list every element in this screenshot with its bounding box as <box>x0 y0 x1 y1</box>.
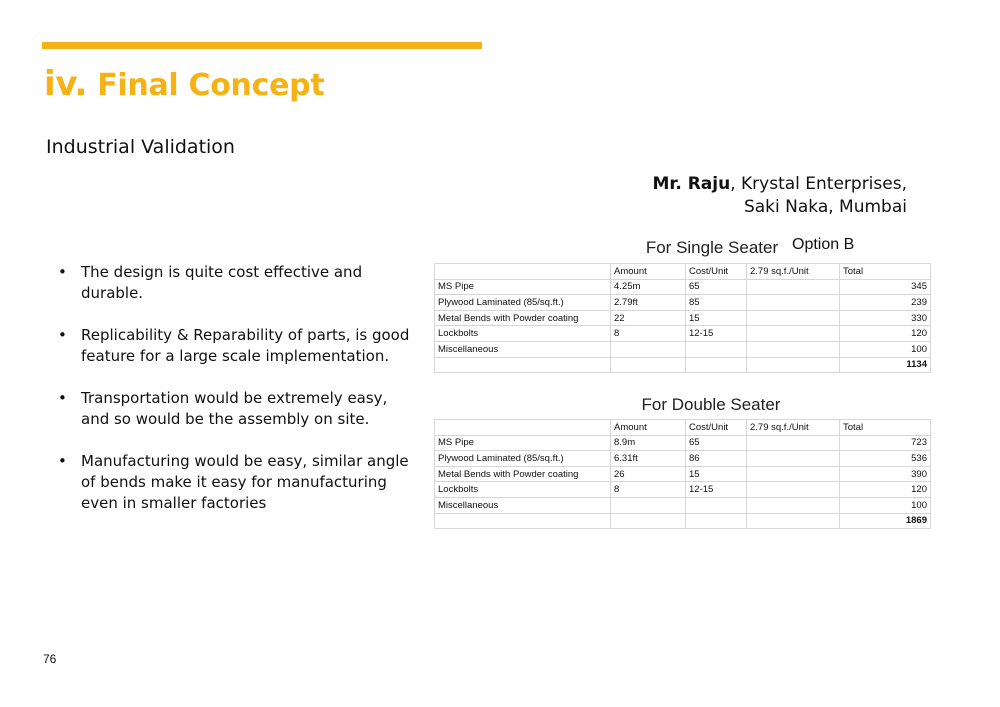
table-cell: 15 <box>686 310 747 326</box>
table-cell: 8.9m <box>611 435 686 451</box>
table-cell: 4.25m <box>611 279 686 295</box>
table-cell <box>747 310 840 326</box>
table-cell: 65 <box>686 279 747 295</box>
table-row <box>435 341 931 357</box>
table-cell <box>747 497 840 513</box>
bullet-item: • Transportation would be extremely easy, and so would be the assembly on site. <box>56 388 416 430</box>
table-row <box>435 279 931 295</box>
bullet-item: • Replicability & Reparability of parts, is good feature for a large scale implementation. <box>56 325 416 367</box>
table-cell: 86 <box>686 451 747 467</box>
bullet-list <box>56 262 416 535</box>
total-value: 1134 <box>840 357 931 373</box>
table-cell: 100 <box>840 497 931 513</box>
table-cell <box>747 513 840 529</box>
table-cell <box>747 435 840 451</box>
bullet-item: • Manufacturing would be easy, similar angle of bends make it easy for manufacturing even in smaller factories <box>56 451 416 514</box>
table-cell: 15 <box>686 466 747 482</box>
table-cell <box>747 357 840 373</box>
table-row <box>435 295 931 311</box>
double-seater-title: For Double Seater <box>641 395 781 414</box>
section-number: iv. <box>44 64 88 104</box>
table-row <box>435 466 931 482</box>
page-title <box>44 64 324 104</box>
header-cell <box>435 420 611 436</box>
table-cell <box>435 513 611 529</box>
table-cell: Metal Bends with Powder coating <box>435 466 611 482</box>
section-subtitle: Industrial Validation <box>46 136 235 158</box>
table-cell: 8 <box>611 482 686 498</box>
table-cell: Lockbolts <box>435 326 611 342</box>
credit-name: Mr. Raju <box>652 174 731 194</box>
table-cell: 390 <box>840 466 931 482</box>
single-seater-title: For Single Seater <box>645 238 779 257</box>
header-cell: Total <box>840 420 931 436</box>
table-cell: 85 <box>686 295 747 311</box>
table-row <box>435 482 931 498</box>
table-cell <box>747 326 840 342</box>
table-cell <box>747 482 840 498</box>
credit-company: , Krystal Enterprises, <box>730 174 907 194</box>
table-cell: 6.31ft <box>611 451 686 467</box>
header-cell <box>435 264 611 280</box>
header-cell: Total <box>840 264 931 280</box>
header-accent-rule <box>42 42 482 49</box>
table-cell: MS Pipe <box>435 279 611 295</box>
table-cell: Plywood Laminated (85/sq.ft.) <box>435 295 611 311</box>
title-text: Final Concept <box>97 68 325 103</box>
table-cell: Miscellaneous <box>435 497 611 513</box>
table-cell: 12-15 <box>686 326 747 342</box>
header-cell: Amount <box>611 264 686 280</box>
table-cell <box>747 279 840 295</box>
table-cell <box>435 357 611 373</box>
table-row <box>435 435 931 451</box>
table-cell: 8 <box>611 326 686 342</box>
total-row <box>435 513 931 529</box>
total-row <box>435 357 931 373</box>
header-cell: 2.79 sq.f./Unit <box>747 420 840 436</box>
table-cell <box>686 513 747 529</box>
table-cell: 12-15 <box>686 482 747 498</box>
table-cell: 239 <box>840 295 931 311</box>
table-cell <box>747 295 840 311</box>
table-cell: 2.79ft <box>611 295 686 311</box>
table-row <box>435 451 931 467</box>
table-cell: Metal Bends with Powder coating <box>435 310 611 326</box>
credit-location: Saki Naka, Mumbai <box>743 197 907 217</box>
table-cell <box>686 341 747 357</box>
page-number: 76 <box>43 652 57 666</box>
table-cell: Lockbolts <box>435 482 611 498</box>
table-cell <box>747 466 840 482</box>
table-cell: 120 <box>840 326 931 342</box>
table-cell: Plywood Laminated (85/sq.ft.) <box>435 451 611 467</box>
credit-line-1 <box>652 173 907 196</box>
header-cell: Amount <box>611 420 686 436</box>
table-cell: 26 <box>611 466 686 482</box>
table-cell: 100 <box>840 341 931 357</box>
table-cell <box>747 451 840 467</box>
table-header-row <box>435 420 931 436</box>
table-cell: 65 <box>686 435 747 451</box>
total-value: 1869 <box>840 513 931 529</box>
bullet-item: • The design is quite cost effective and durable. <box>56 262 416 304</box>
table-cell: 330 <box>840 310 931 326</box>
header-cell: 2.79 sq.f./Unit <box>747 264 840 280</box>
table-cell <box>686 357 747 373</box>
table-cell: 536 <box>840 451 931 467</box>
double-seater-cost-table <box>434 419 931 529</box>
table-cell <box>686 497 747 513</box>
table-cell: 345 <box>840 279 931 295</box>
header-cell: Cost/Unit <box>686 264 747 280</box>
table-row <box>435 326 931 342</box>
validation-credit <box>652 173 907 219</box>
table-cell <box>611 497 686 513</box>
table-cell <box>611 341 686 357</box>
table-header-row <box>435 264 931 280</box>
table-cell: 120 <box>840 482 931 498</box>
table-cell: Miscellaneous <box>435 341 611 357</box>
table-cell: MS Pipe <box>435 435 611 451</box>
single-seater-cost-table <box>434 263 931 373</box>
option-label: Option B <box>792 236 855 253</box>
table-cell <box>611 513 686 529</box>
header-cell: Cost/Unit <box>686 420 747 436</box>
table-row <box>435 497 931 513</box>
table-cell <box>611 357 686 373</box>
table-row <box>435 310 931 326</box>
table-cell: 22 <box>611 310 686 326</box>
table-cell: 723 <box>840 435 931 451</box>
table-cell <box>747 341 840 357</box>
